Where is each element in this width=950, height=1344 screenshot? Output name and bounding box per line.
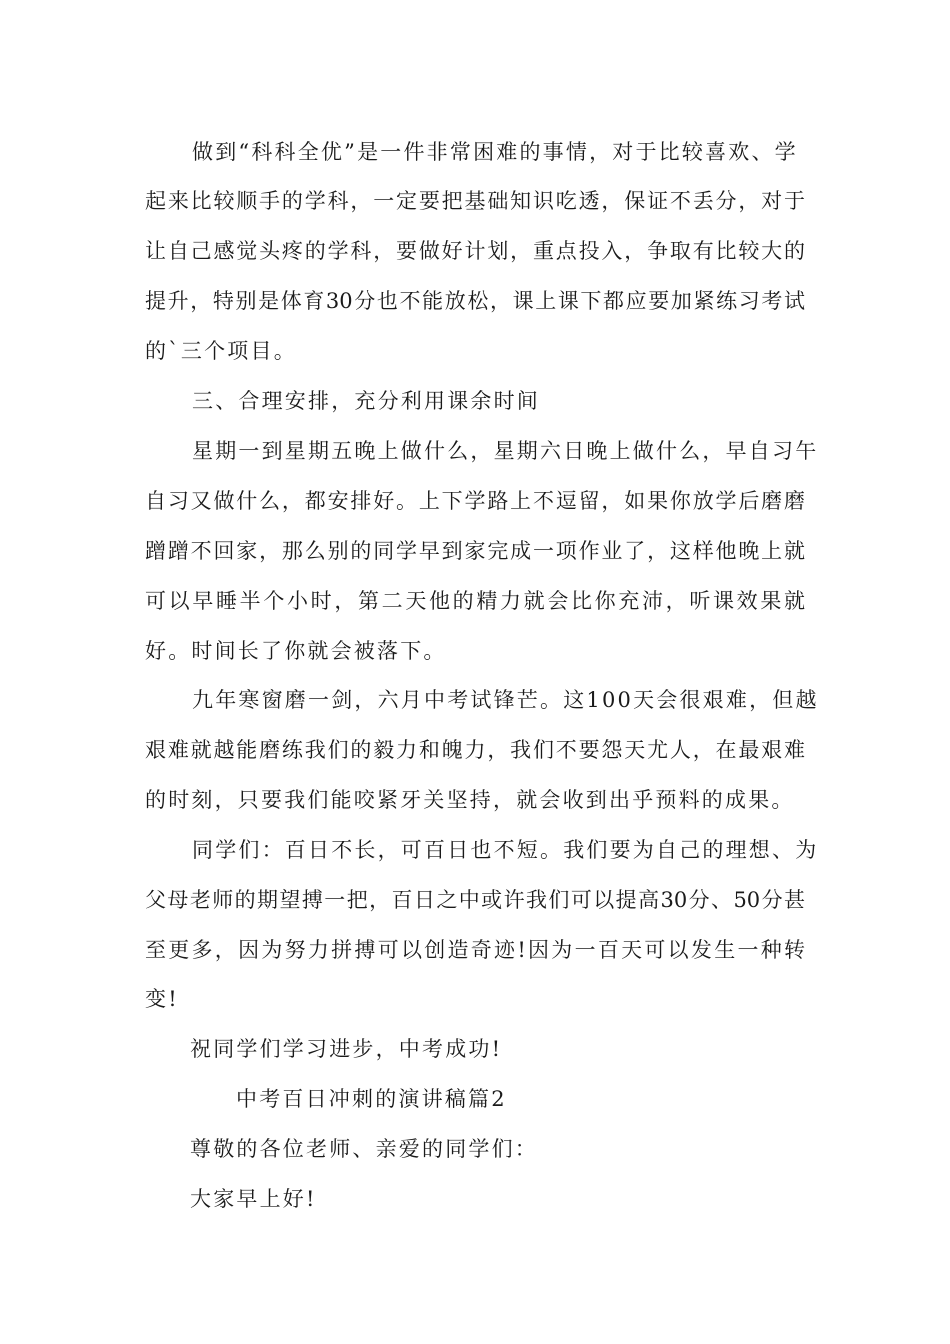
paragraph-1-line-5: 的`三个项目。 — [145, 339, 297, 363]
paragraph-2-line-5: 好。时间长了你就会被落下。 — [145, 639, 447, 663]
closing-wish: 祝同学们学习进步，中考成功! — [190, 1037, 503, 1061]
section-heading-3: 三、合理安排，充分利用课余时间 — [192, 389, 540, 413]
paragraph-2-line-4: 可以早睡半个小时，第二天他的精力就会比你充沛，听课效果就 — [145, 589, 805, 613]
paragraph-1-line-3: 让自己感觉头疼的学科，要做好计划，重点投入，争取有比较大的 — [145, 239, 805, 263]
section-title: 中考百日冲刺的演讲稿篇2 — [236, 1087, 507, 1111]
paragraph-1-line-1: 做到“科科全优”是一件非常困难的事情，对于比较喜欢、学 — [192, 140, 798, 164]
salutation: 尊敬的各位老师、亲爱的同学们： — [190, 1137, 538, 1161]
paragraph-2-line-2: 自习又做什么，都安排好。上下学路上不逗留，如果你放学后磨磨 — [145, 489, 805, 513]
paragraph-4-line-3: 至更多，因为努力拼搏可以创造奇迹!因为一百天可以发生一种转 — [145, 938, 805, 962]
paragraph-1-line-2: 起来比较顺手的学科，一定要把基础知识吃透，保证不丢分，对于 — [145, 189, 805, 213]
greeting: 大家早上好! — [190, 1187, 317, 1211]
paragraph-3-line-3: 的时刻，只要我们能咬紧牙关坚持，就会收到出乎预料的成果。 — [145, 788, 795, 812]
paragraph-3-line-2: 艰难就越能磨练我们的毅力和魄力，我们不要怨天尤人，在最艰难 — [145, 738, 805, 762]
paragraph-4-line-2: 父母老师的期望搏一把，百日之中或许我们可以提高30分、50分甚 — [145, 888, 805, 912]
paragraph-2-line-3: 蹭蹭不回家，那么别的同学早到家完成一项作业了，这样他晚上就 — [145, 539, 805, 563]
paragraph-3-line-1: 九年寒窗磨一剑，六月中考试锋芒。这100天会很艰难，但越 — [192, 688, 819, 712]
paragraph-2-line-1: 星期一到星期五晚上做什么，星期六日晚上做什么，早自习午 — [192, 439, 819, 463]
paragraph-1-line-4: 提升，特别是体育30分也不能放松，课上课下都应要加紧练习考试 — [145, 289, 805, 313]
paragraph-4-line-4: 变! — [145, 987, 179, 1011]
paragraph-4-line-1: 同学们：百日不长，可百日也不短。我们要为自己的理想、为 — [192, 838, 819, 862]
